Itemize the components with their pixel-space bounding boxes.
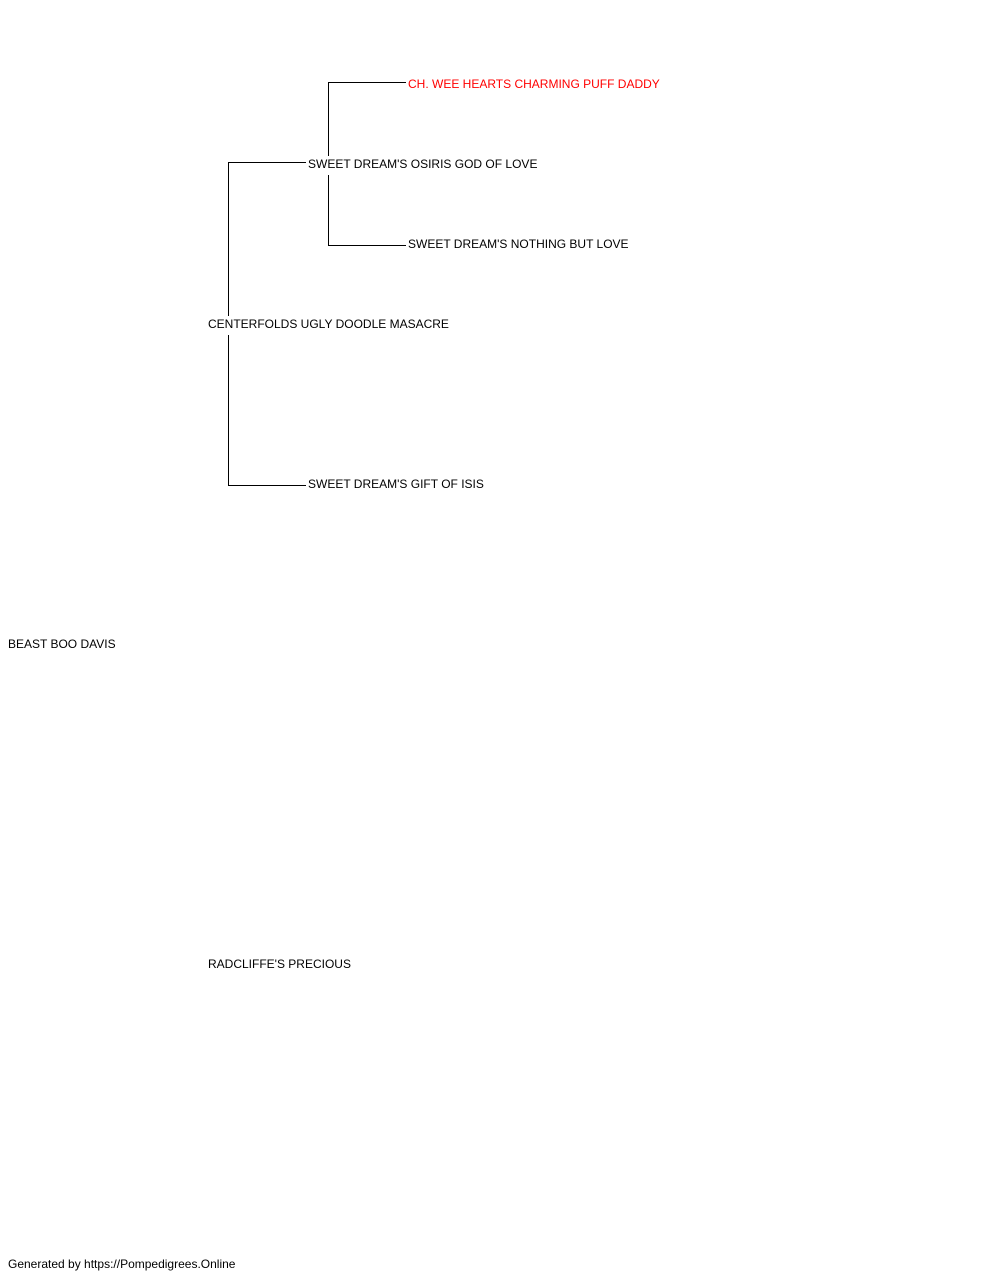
pedigree-sire-name: CENTERFOLDS UGLY DOODLE MASACRE — [208, 317, 449, 331]
generated-by-footer: Generated by https://Pompedigrees.Online — [8, 1257, 236, 1271]
pedigree-dam-name: RADCLIFFE'S PRECIOUS — [208, 957, 351, 971]
pedigree-subject-name: BEAST BOO DAVIS — [8, 637, 116, 651]
pedigree-sire-sire-sire-name: CH. WEE HEARTS CHARMING PUFF DADDY — [408, 77, 660, 91]
pedigree-sire-sire-name: SWEET DREAM'S OSIRIS GOD OF LOVE — [308, 157, 538, 171]
pedigree-sire-sire-dam-name: SWEET DREAM'S NOTHING BUT LOVE — [408, 237, 629, 251]
pedigree-sire-dam-name: SWEET DREAM'S GIFT OF ISIS — [308, 477, 484, 491]
